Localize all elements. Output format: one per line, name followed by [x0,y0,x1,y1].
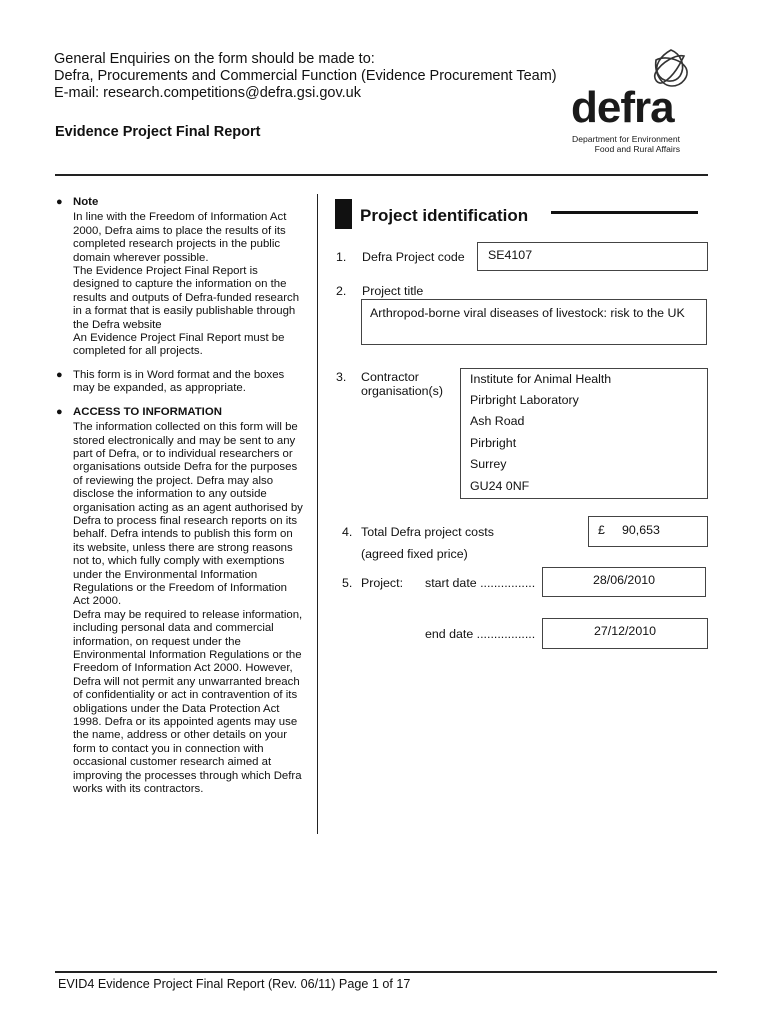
q3-label-line-1: Contractor [361,370,419,384]
enquiry-line-2: Defra, Procurements and Commercial Function (Evidence Procurement Team) [54,68,557,84]
project-code-value: SE4107 [488,248,533,262]
q2-label: Project title [362,284,424,298]
enquiry-line-1: General Enquiries on the form should be made to: [54,51,375,67]
page-footer: EVID4 Evidence Project Final Report (Rev. 06/11) Page 1 of 17 [58,977,411,991]
logo-subtitle-line-1: Department for Environment [572,134,680,144]
word-format-bullet [55,369,305,396]
contractor-field[interactable] [460,368,708,499]
footer-rule [55,971,717,973]
q2-number: 2. [336,284,347,298]
notes-column [55,196,305,806]
q1-number: 1. [336,250,347,264]
end-date-field[interactable] [542,618,708,649]
q5-label: Project: [361,576,404,590]
q5-number: 5. [342,576,353,590]
note-text-3: An Evidence Project Final Report must be completed for all projects. [73,332,285,358]
q4-label: Total Defra project costs [361,525,494,539]
q4-sublabel: (agreed fixed price) [361,547,468,561]
contractor-line: Institute for Animal Health [470,372,612,386]
project-title-value: Arthropod-borne viral diseases of livestock: risk to the UK [370,306,685,320]
header-rule [55,174,708,176]
column-divider [317,194,318,834]
total-cost-field[interactable] [588,516,708,547]
enquiry-email: E-mail: research.competitions@defra.gsi.gov.uk [54,85,361,101]
access-heading: ACCESS TO INFORMATION [73,405,222,418]
enquiry-block [54,51,557,102]
currency-symbol: £ [598,523,605,537]
total-cost-value: 90,653 [622,523,660,537]
start-date-field[interactable] [542,567,706,597]
bullet-dot: ● [56,368,63,381]
contractor-line: Ash Road [470,414,525,428]
start-date-label: start date ................ [425,576,536,590]
access-bullet [55,406,305,797]
end-date-value: 27/12/2010 [593,624,656,638]
q4-number: 4. [342,525,353,539]
access-text-2: Defra may be required to release information, including personal data and commercial information, on request under the Environmental Information Regulations or the Freedom of Information Act 2000. However, Defra will not permit any unwarranted breach of confidentiality or act in contravention of its obligations under the Data Protection Act 1998. Defra or its appointed agents may use the name, address or other details on your form to contact you in connection with occasional customer research aimed at improving the processes through which Defra works with its contractors. [73,608,303,796]
note-text: In line with the Freedom of Information Act 2000, Defra aims to place the results of its completed research projects in the public domain wherever possible. [73,211,287,264]
section-title-rule [551,211,698,214]
logo-subtitle-line-2: Food and Rural Affairs [594,144,680,154]
contractor-line: Surrey [470,457,507,471]
q3-label [361,370,443,398]
start-date-value: 28/06/2010 [592,573,655,587]
bullet-dot: ● [56,196,63,208]
contractor-line: Pirbright [470,436,517,450]
q1-label: Defra Project code [362,250,465,264]
access-text-1: The information collected on this form will be stored electronically and may be sent to any part of Defra, or to individual researchers or organisations outside Defra for the purposes of reviewing the project. Defra may also disclose the information to any outside organisation acting as an agent authorised by Defra to process final research reports on its behalf. Defra intends to publish this form on its website, unless there are strong reasons not to, which fully comply with exemptions under the Environmental Information Regulations or the Freedom of Information Act 2000. [73,421,303,608]
note-bullet [55,196,305,359]
note-heading: Note [73,196,99,208]
word-format-text: This form is in Word format and the boxes may be expanded, as appropriate. [73,368,285,395]
contractor-line: Pirbright Laboratory [470,393,579,407]
end-date-label: end date ................. [425,627,536,641]
contractor-line: GU24 0NF [470,479,530,493]
defra-logo-subtitle [568,134,680,154]
project-code-field[interactable] [477,242,708,271]
section-marker [335,199,352,229]
project-title-field[interactable] [361,299,707,345]
note-text-2: The Evidence Project Final Report is designed to capture the information on the results and outputs of Defra-funded research in a format that is easily publishable through the Defra website [73,265,300,331]
section-title: Project identification [360,206,529,225]
document-title: Evidence Project Final Report [55,124,261,140]
q3-label-line-2: organisation(s) [361,384,443,398]
q3-number: 3. [336,370,347,384]
bullet-dot: ● [56,405,63,418]
defra-logo-wordmark: defra [571,83,674,132]
